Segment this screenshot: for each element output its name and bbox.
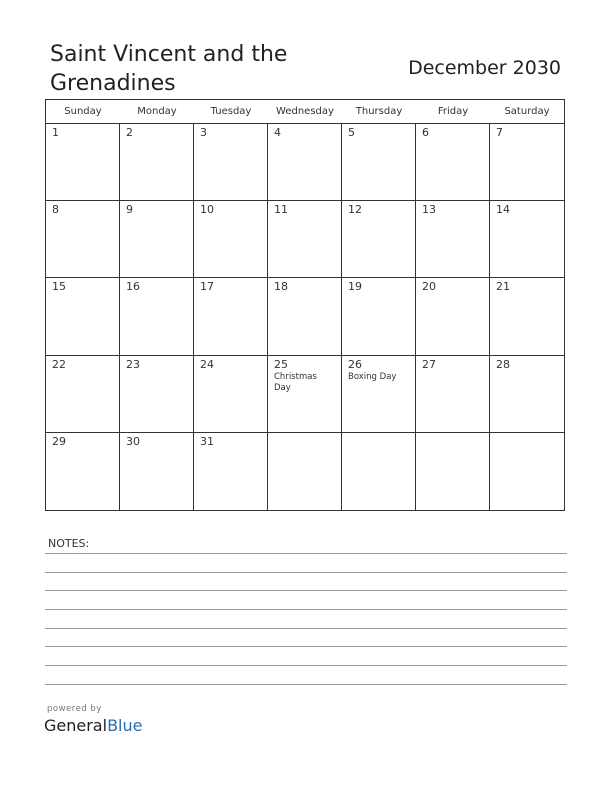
day-cell bbox=[194, 433, 268, 510]
day-number: 30 bbox=[126, 434, 140, 448]
day-number: 25 bbox=[274, 357, 288, 371]
day-number: 11 bbox=[274, 203, 288, 217]
day-cell bbox=[416, 278, 490, 355]
day-number: 28 bbox=[496, 357, 510, 371]
day-cell bbox=[416, 201, 490, 278]
day-cell bbox=[46, 278, 120, 355]
day-number: 20 bbox=[422, 280, 436, 294]
day-number: 12 bbox=[348, 203, 362, 217]
weekday-saturday: Saturday bbox=[504, 106, 550, 117]
day-number: 4 bbox=[274, 126, 281, 139]
day-cell bbox=[342, 356, 416, 433]
day-cell bbox=[194, 356, 268, 433]
holiday-label: Christmas Day bbox=[274, 371, 317, 393]
day-number: 9 bbox=[126, 203, 133, 217]
day-number: 26 bbox=[348, 357, 362, 371]
day-number: 15 bbox=[52, 280, 66, 294]
day-cell bbox=[490, 201, 564, 278]
day-cell bbox=[416, 356, 490, 433]
day-number: 17 bbox=[200, 280, 214, 294]
day-cell bbox=[268, 124, 342, 201]
day-number: 7 bbox=[496, 126, 503, 139]
note-line bbox=[45, 609, 567, 610]
day-cell bbox=[342, 201, 416, 278]
day-number: 2 bbox=[126, 126, 133, 139]
notes-label: NOTES: bbox=[48, 537, 90, 550]
day-number: 21 bbox=[496, 280, 510, 294]
weekday-tuesday: Tuesday bbox=[210, 106, 252, 117]
day-cell bbox=[268, 433, 342, 510]
note-line bbox=[45, 628, 567, 629]
day-number: 6 bbox=[422, 126, 429, 139]
day-cell bbox=[46, 201, 120, 278]
day-number: 19 bbox=[348, 280, 362, 294]
day-number: 16 bbox=[126, 280, 140, 294]
day-cell bbox=[416, 433, 490, 510]
day-cell bbox=[342, 433, 416, 510]
day-number: 29 bbox=[52, 434, 66, 448]
generalblue-logo[interactable] bbox=[44, 716, 142, 735]
calendar-grid bbox=[45, 99, 565, 511]
note-line bbox=[45, 590, 567, 591]
weekday-friday: Friday bbox=[437, 106, 469, 117]
day-cell bbox=[120, 356, 194, 433]
day-number: 1 bbox=[52, 126, 59, 139]
day-cell bbox=[416, 124, 490, 201]
month-label: December 2030 bbox=[408, 57, 561, 79]
day-cell bbox=[120, 433, 194, 510]
day-number: 3 bbox=[200, 126, 207, 139]
note-line bbox=[45, 646, 567, 647]
page-title: Saint Vincent and the Grenadines bbox=[50, 42, 288, 96]
brand-blue: Blue bbox=[107, 716, 143, 735]
holiday-label: Boxing Day bbox=[348, 371, 397, 382]
weekday-monday: Monday bbox=[137, 106, 177, 117]
day-cell bbox=[120, 201, 194, 278]
day-cell bbox=[46, 356, 120, 433]
powered-by-text: powered by bbox=[47, 704, 102, 714]
day-cell bbox=[342, 124, 416, 201]
day-cell bbox=[490, 278, 564, 355]
weekday-thursday: Thursday bbox=[355, 106, 403, 117]
note-line bbox=[45, 665, 567, 666]
day-number: 13 bbox=[422, 203, 436, 217]
day-cell bbox=[490, 356, 564, 433]
day-cell bbox=[342, 278, 416, 355]
day-number: 14 bbox=[496, 203, 510, 217]
day-cell bbox=[268, 201, 342, 278]
day-cell bbox=[194, 278, 268, 355]
note-line bbox=[45, 553, 567, 554]
day-cell bbox=[490, 124, 564, 201]
day-cell bbox=[194, 124, 268, 201]
weekday-sunday: Sunday bbox=[64, 106, 102, 117]
day-cell bbox=[268, 278, 342, 355]
brand-general: General bbox=[44, 716, 108, 735]
day-number: 5 bbox=[348, 126, 355, 139]
day-cell bbox=[46, 433, 120, 510]
day-number: 22 bbox=[52, 357, 66, 371]
day-cells bbox=[46, 124, 564, 510]
day-number: 31 bbox=[200, 434, 214, 448]
day-number: 8 bbox=[52, 203, 59, 217]
note-line bbox=[45, 684, 567, 685]
weekday-wednesday: Wednesday bbox=[276, 106, 334, 117]
day-number: 18 bbox=[274, 280, 288, 294]
day-cell bbox=[46, 124, 120, 201]
day-cell bbox=[268, 356, 342, 433]
day-number: 23 bbox=[126, 357, 140, 371]
weekday-header-row bbox=[46, 100, 564, 124]
note-line bbox=[45, 572, 567, 573]
day-cell bbox=[120, 124, 194, 201]
day-number: 10 bbox=[200, 203, 214, 217]
day-cell bbox=[194, 201, 268, 278]
day-number: 24 bbox=[200, 357, 214, 371]
day-cell bbox=[490, 433, 564, 510]
day-cell bbox=[120, 278, 194, 355]
day-number: 27 bbox=[422, 357, 436, 371]
